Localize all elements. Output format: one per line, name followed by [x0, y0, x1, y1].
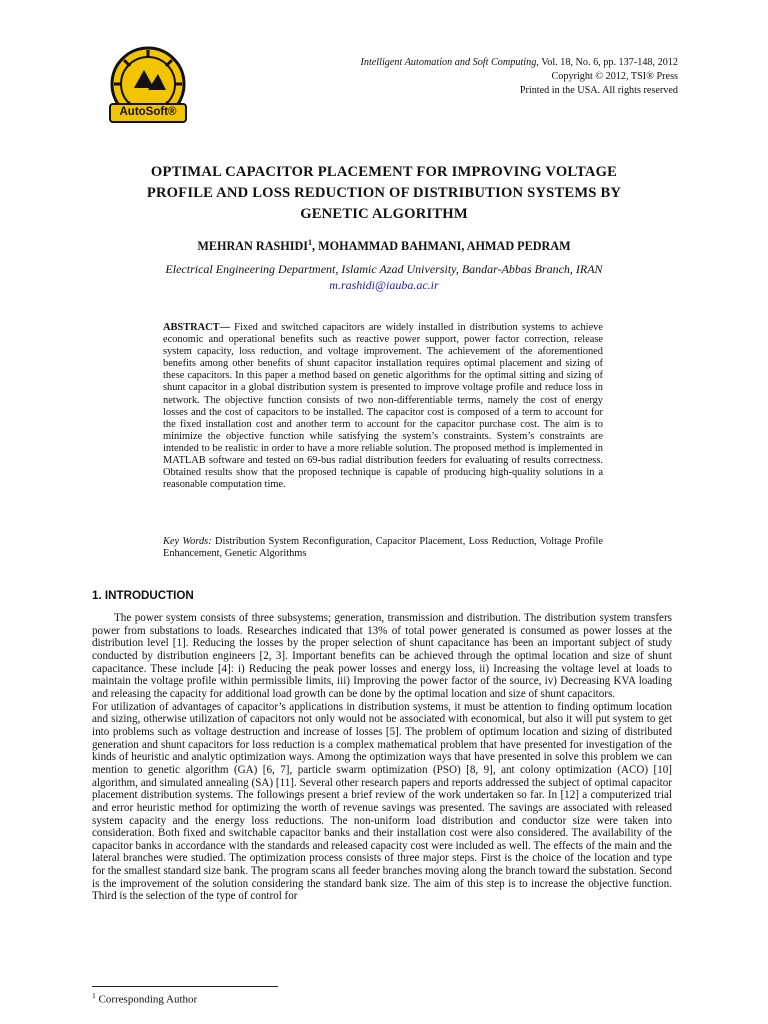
keywords-text: Distribution System Reconfiguration, Capacitor Placement, Loss Reduction, Voltage Profile Enhancement, Genetic Algorithms	[163, 536, 603, 560]
introduction-body	[92, 612, 672, 903]
paper-title: OPTIMAL CAPACITOR PLACEMENT FOR IMPROVING VOLTAGE PROFILE AND LOSS REDUCTION OF DISTRIBUTION SYSTEMS BY GENETIC ALGORITHM	[146, 164, 622, 222]
author-email-link[interactable]: m.rashidi@iauba.ac.ir	[329, 278, 439, 292]
journal-header	[298, 56, 678, 98]
footnote	[92, 991, 197, 1006]
copyright-line: Copyright © 2012, TSI® Press	[551, 71, 678, 82]
abstract-label: ABSTRACT—	[163, 322, 230, 333]
logo-text: AutoSoft®	[119, 106, 177, 118]
autosoft-logo-icon	[104, 44, 192, 132]
author-list	[100, 238, 668, 254]
author-footnote-mark: 1	[308, 238, 313, 247]
abstract-text: Fixed and switched capacitors are widely installed in distribution systems to achieve economic and operational benefits such as reactive power support, power factor correction, release system capacity, loss reduction, and voltage improvement. The achievement of the aforementioned benefits among other benefits of shunt capacitor installation requires optimal placement and sizing of these capacitors. In this paper a method based on genetic algorithms for the optimal sitting and sizing of shunt capacitor in a global distribution system is presented to improve voltage profile and reduce loss in network. The objective function consists of two non-differentiable terms, namely the cost of energy losses and the cost of capacitors to be installed. The capacitor cost is composed of a term to account for the fixed installation cost and another term to account for the capacitor purchase cost. The aim is to minimize the objective function while satisfying the system’s constraints. System’s constraints are intended to be realistic in order to have a more reliable solution. The proposed method is implemented in MATLAB software and tested on 69-bus radial distribution feeders for evaluating of results correctness. Obtained results show that the proposed technique is capable of producing high-quality solutions in a reasonable computation time.	[163, 322, 603, 491]
abstract	[163, 322, 603, 491]
keywords	[163, 536, 603, 560]
affiliation	[100, 261, 668, 293]
section-heading-introduction: 1. INTRODUCTION	[92, 589, 194, 602]
paragraph: For utilization of advantages of capacitor’s applications in distribution systems, it must be attention to finding optimum location and sizing, otherwise utilization of capacitors not only would not be associated with economical, but also it will put system to get into problems such as voltage destruction and increase of losses [5]. The problem of optimum location and sizing of distributed generation and shunt capacitors for loss reduction is a complex mathematical problem that have presented for investigation of the kinds of heuristic and analytic optimization ways. Among the optimization ways that have presented in solve this problem we can mention to genetic algorithm (GA) [6, 7], particle swarm optimization (PSO) [8, 9], ant colony optimization (ACO) [10] algorithm, and simulated annealing (SA) [11]. Several other research papers and reports addressed the subject of optimal capacitor placement distribution systems. The followings present a brief review of the work undertaken so far. In [12] a computerized trial and error heuristic method for optimizing the worth of revenue savings was presented. The savings are associated with released system capacity and the energy loss reductions. The non-uniform load distribution and conductor size were taken into consideration. Both fixed and switchable capacitor banks and their installation cost were also considered. The availability of the capacitor banks in accordance with the standards and released capacity cost were included as well. The effects of the main and the lateral branches were studied. The optimization process consists of three major steps. First is the choice of the location and type for the smallest standard size bank. The program scans all feeder branches moving along the branch toward the substation. Second is the improvement of the solution considering the standard bank size. The aim of this step is to increase the objective function. Third is the selection of the type of control for	[92, 700, 672, 903]
first-author: MEHRAN RASHIDI	[197, 239, 309, 254]
affiliation-department: Electrical Engineering Department, Islamic Azad University, Bandar-Abbas Branch, IRAN	[165, 262, 603, 276]
keywords-label: Key Words:	[163, 536, 212, 547]
journal-issue: , Vol. 18, No. 6, pp. 137-148, 2012	[536, 57, 678, 68]
journal-name: Intelligent Automation and Soft Computing	[360, 57, 537, 68]
autosoft-logo	[104, 44, 192, 132]
co-authors: , MOHAMMAD BAHMANI, AHMAD PEDRAM	[312, 239, 571, 254]
footnote-divider	[92, 986, 278, 987]
footnote-text: Corresponding Author	[95, 993, 198, 1006]
footnote-mark: 1	[92, 991, 96, 1000]
paragraph: The power system consists of three subsystems; generation, transmission and distribution. The distribution system transfers power from substations to loads. Researches indicated that 13% of total power generated is consumed as power losses at the distribution level [1]. Reducing the losses by the proper selection of shunt capacitance has been an important subject of study conducted by distribution engineers [2, 3]. Important benefits can be achieved through the optimal location and size of shunt capacitance. These include [4]: i) Reducing the peak power losses and energy loss, ii) Increasing the voltage level at loads to maintain the voltage profile within permissible limits, iii) Improving the power factor of the source, iv) Decreasing KVA loading and releasing the capacity for additional load growth can be done by the optimal location and size of shunt capacitors.	[92, 612, 672, 700]
printed-line: Printed in the USA. All rights reserved	[519, 85, 678, 96]
journal-citation	[298, 56, 678, 70]
